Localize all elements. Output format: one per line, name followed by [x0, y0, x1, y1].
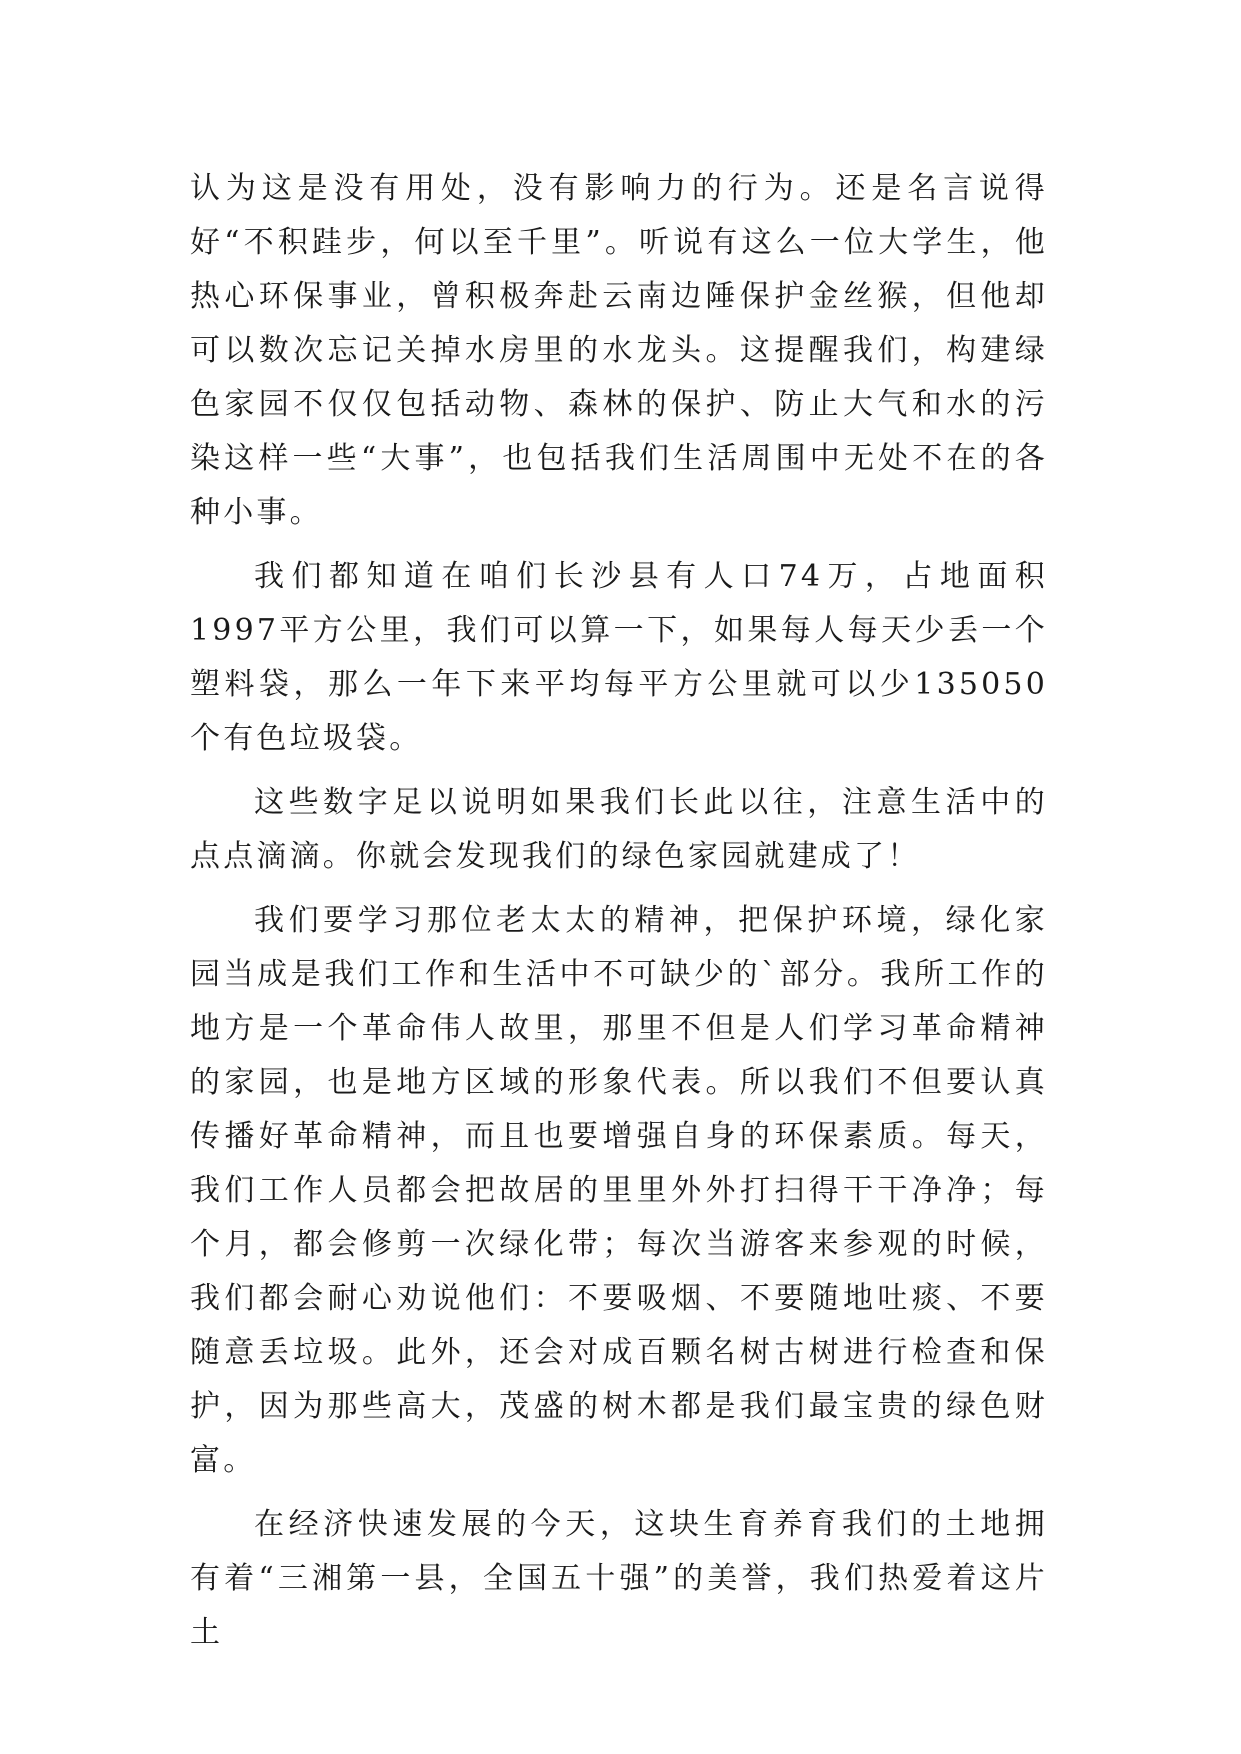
- paragraph-3: 这些数字足以说明如果我们长此以往，注意生活中的点点滴滴。你就会发现我们的绿色家园就建成了！: [190, 785, 1048, 874]
- document-body: [190, 162, 1048, 1670]
- paragraph-4: 我们要学习那位老太太的精神，把保护环境，绿化家园当成是我们工作和生活中不可缺少的`部分。我所工作的地方是一个革命伟人故里，那里不但是人们学习革命精神的家园，也是地方区域的形象代表。所以我们不但要认真传播好革命精神，而且也要增强自身的环保素质。每天，我们工作人员都会把故居的里里外外打扫得干干净净；每个月，都会修剪一次绿化带；每次当游客来参观的时候，我们都会耐心劝说他们：不要吸烟、不要随地吐痰、不要随意丢垃圾。此外，还会对成百颗名树古树进行检查和保护，因为那些高大，茂盛的树木都是我们最宝贵的绿色财富。: [190, 903, 1048, 1478]
- paragraph-1: 认为这是没有用处，没有影响力的行为。还是名言说得好“不积跬步，何以至千里”。听说有这么一位大学生，他热心环保事业，曾积极奔赴云南边陲保护金丝猴，但他却可以数次忘记关掉水房里的水龙头。这提醒我们，构建绿色家园不仅仅包括动物、森林的保护、防止大气和水的污染这样一些“大事”，也包括我们生活周围中无处不在的各种小事。: [190, 171, 1048, 530]
- paragraph-5: 在经济快速发展的今天，这块生育养育我们的土地拥有着“三湘第一县，全国五十强”的美誉，我们热爱着这片土: [190, 1507, 1048, 1650]
- paragraph-2: 我们都知道在咱们长沙县有人口74万，占地面积1997平方公里，我们可以算一下，如果每人每天少丢一个塑料袋，那么一年下来平均每平方公里就可以少135050个有色垃圾袋。: [190, 559, 1048, 756]
